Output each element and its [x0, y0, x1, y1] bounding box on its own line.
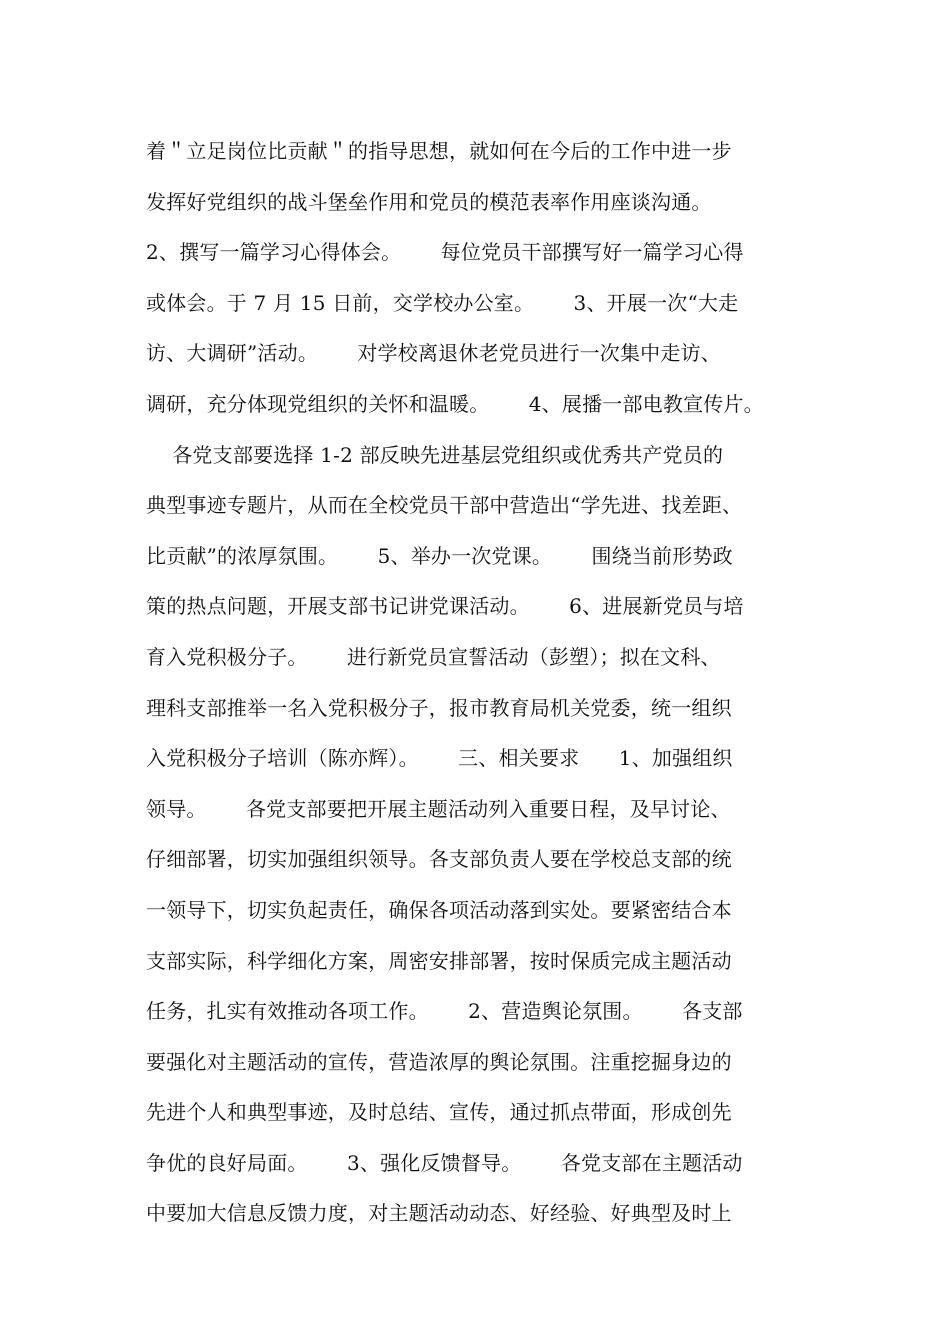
body-text [146, 132, 826, 1245]
text-line: 支部实际，科学细化方案，周密安排部署，按时保质完成主题活动 [146, 948, 732, 973]
text-line: 育入党积极分子。 进行新党员宣誓活动（彭塑）；拟在文科、 [146, 644, 721, 669]
text-line: 访、大调研”活动。 对学校离退休老党员进行一次集中走访、 [146, 341, 721, 366]
text-line: 争优的良好局面。 3、强化反馈督导。 各党支部在主题活动 [146, 1150, 743, 1175]
text-line: 着＂立足岗位比贡献＂的指导思想，就如何在今后的工作中进一步 [146, 139, 732, 163]
text-line: 调研，充分体现党组织的关怀和温暖。 4、展播一部电教宣传片。 [146, 391, 764, 416]
text-line: 比贡献”的浓厚氛围。 5、举办一次党课。 围绕当前形势政 [146, 543, 733, 568]
text-line: 中要加大信息反馈力度，对主题活动动态、好经验、好典型及时上 [146, 1201, 732, 1226]
text-line: 领导。 各党支部要把开展主题活动列入重要日程，及早讨论、 [146, 796, 731, 821]
text-line: 要强化对主题活动的宣传，营造浓厚的舆论氛围。注重挖掘身边的 [146, 1049, 732, 1074]
text-line: 各党支部要选择 1-2 部反映先进基层党组织或优秀共产党员的 [146, 442, 724, 467]
text-line: 或体会。于 7 月 15 日前，交学校办公室。 3、开展一次“大走 [146, 290, 739, 315]
text-line: 一领导下，切实负起责任，确保各项活动落到实处。要紧密结合本 [146, 897, 732, 922]
text-line: 策的热点问题，开展支部书记讲党课活动。 6、进展新党员与培 [146, 594, 744, 619]
text-line: 典型事迹专题片，从而在全校党员干部中营造出“学先进、找差距、 [146, 493, 743, 518]
text-line: 任务，扎实有效推动各项工作。 2、营造舆论氛围。 各支部 [146, 999, 743, 1024]
text-line: 先进个人和典型事迹，及时总结、宣传，通过抓点带面，形成创先 [146, 1100, 732, 1125]
text-line: 仔细部署，切实加强组织领导。各支部负责人要在学校总支部的统 [146, 847, 732, 872]
text-line: 2、撰写一篇学习心得体会。 每位党员干部撰写好一篇学习心得 [146, 240, 744, 265]
text-line: 理科支部推举一名入党积极分子，报市教育局机关党委，统一组织 [146, 695, 732, 720]
text-line: 发挥好党组织的战斗堡垒作用和党员的模范表率作用座谈沟通。 [146, 189, 712, 214]
text-line: 入党积极分子培训（陈亦辉）。 三、相关要求 1、加强组织 [146, 746, 733, 771]
